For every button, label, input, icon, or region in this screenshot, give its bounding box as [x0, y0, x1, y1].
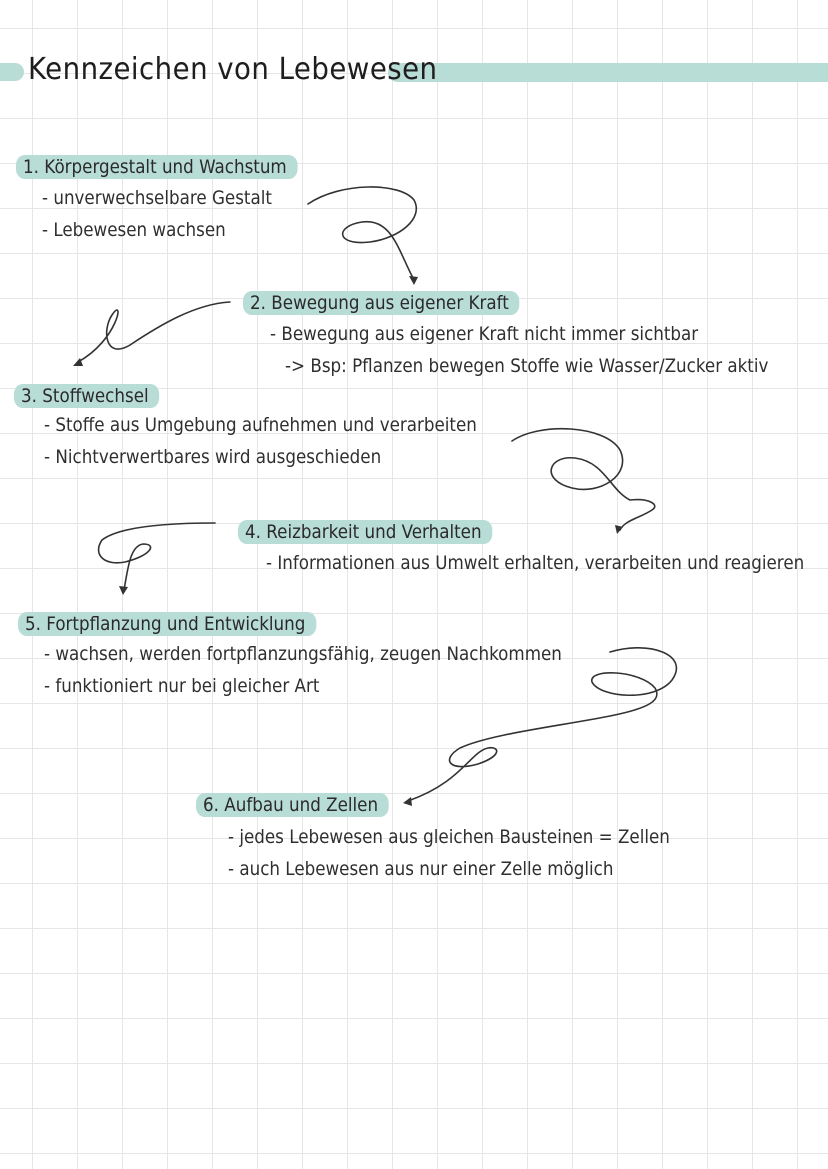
- section-4-line-1: - Informationen aus Umwelt erhalten, verarbeiten und reagieren: [266, 552, 805, 574]
- section-1-line-1: - unverwechselbare Gestalt: [42, 187, 272, 209]
- page-title: Kennzeichen von Lebewesen: [28, 52, 438, 87]
- section-2-line-1: - Bewegung aus eigener Kraft nicht immer sichtbar: [270, 323, 699, 345]
- section-5-line-1: - wachsen, werden fortpflanzungsfähig, zeugen Nachkommen: [44, 643, 562, 665]
- arrow-1-to-2: [308, 187, 418, 285]
- section-5-heading: 5. Fortpflanzung und Entwicklung: [18, 612, 316, 636]
- section-6-heading: 6. Aufbau und Zellen: [196, 793, 389, 817]
- section-1-heading: 1. Körpergestalt und Wachstum: [16, 155, 297, 179]
- section-2-heading: 2. Bewegung aus eigener Kraft: [243, 291, 519, 315]
- section-1-line-2: - Lebewesen wachsen: [42, 219, 226, 241]
- section-3-heading: 3. Stoffwechsel: [14, 384, 159, 408]
- section-3-line-1: - Stoffe aus Umgebung aufnehmen und verarbeiten: [44, 414, 477, 436]
- section-4-heading: 4. Reizbarkeit und Verhalten: [238, 520, 492, 544]
- section-6-line-2: - auch Lebewesen aus nur einer Zelle möglich: [228, 858, 614, 880]
- arrow-5-to-6: [403, 648, 676, 806]
- arrow-4-to-5: [99, 523, 215, 595]
- arrow-2-to-3: [73, 302, 230, 366]
- section-3-line-2: - Nichtverwertbares wird ausgeschieden: [44, 446, 382, 468]
- section-2-line-2: -> Bsp: Pflanzen bewegen Stoffe wie Wasser/Zucker aktiv: [285, 355, 769, 377]
- arrow-3-to-4: [512, 429, 655, 534]
- section-5-line-2: - funktioniert nur bei gleicher Art: [44, 675, 320, 697]
- section-6-line-1: - jedes Lebewesen aus gleichen Bausteinen = Zellen: [228, 826, 670, 848]
